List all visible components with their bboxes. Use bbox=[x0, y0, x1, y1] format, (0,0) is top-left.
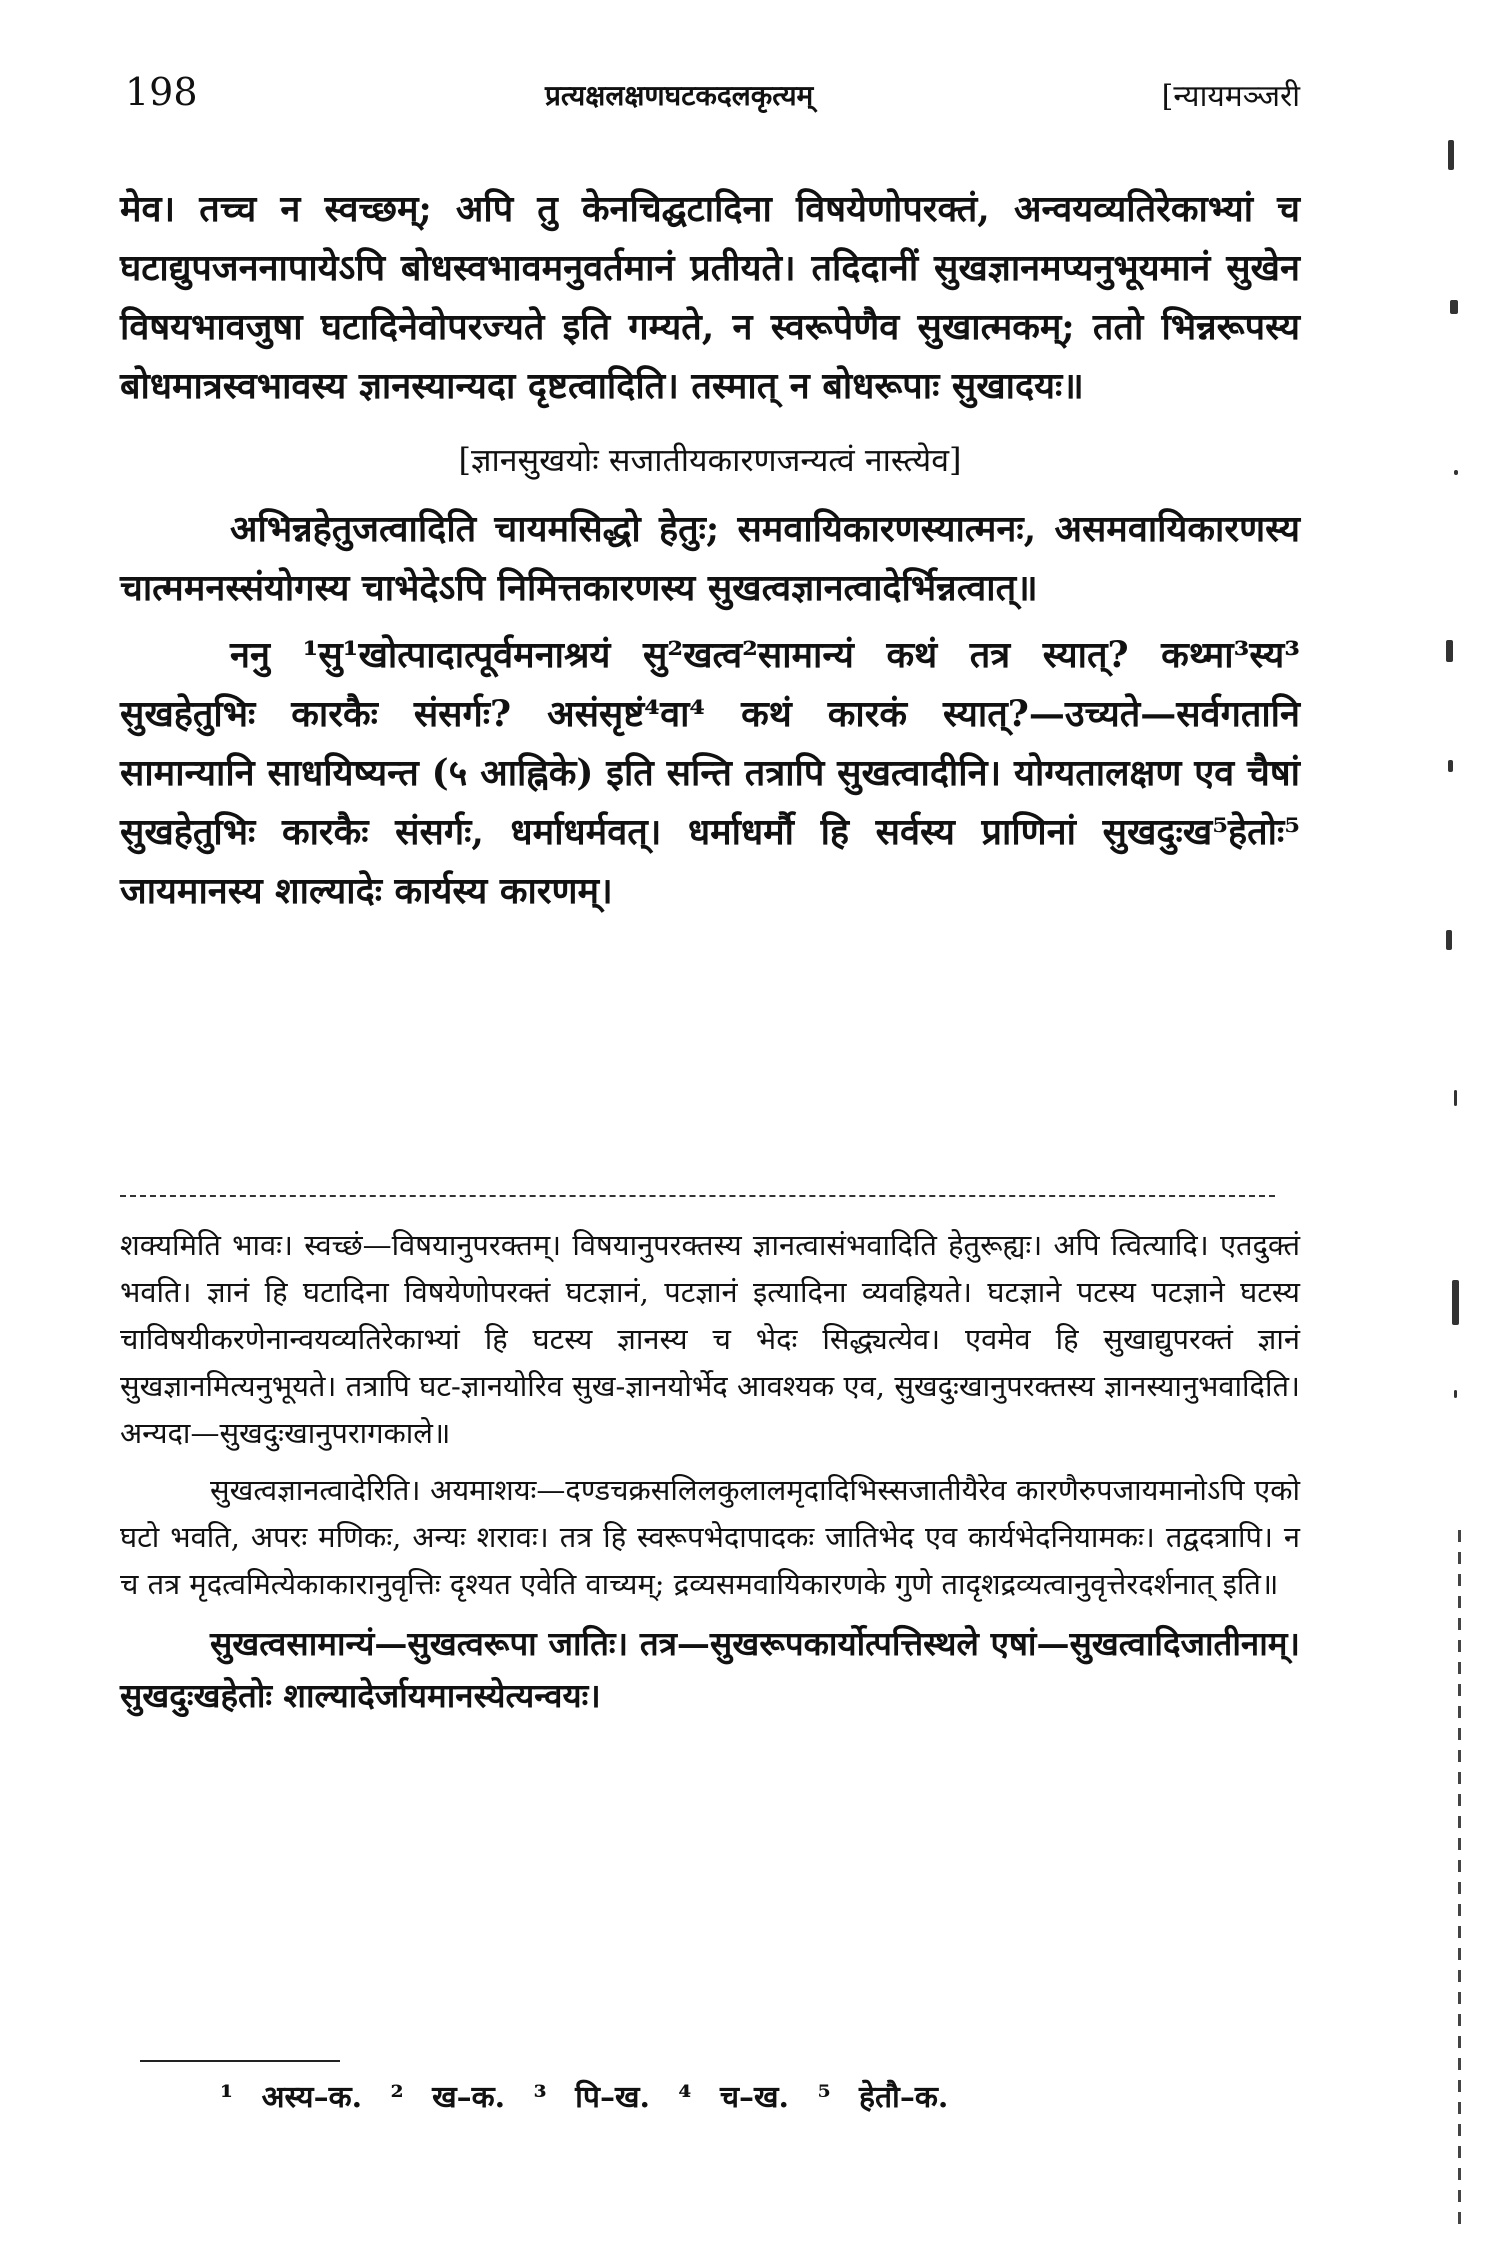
footnotes: ¹ अस्य–क. ² ख–क. ³ पि–ख. ⁴ च–ख. ⁵ हेतौ–क. bbox=[220, 2080, 949, 2115]
footnote-divider bbox=[140, 2060, 340, 2062]
main-paragraph-2: अभिन्नहेतुजत्वादिति चायमसिद्धो हेतुः; समवायिकारणस्यात्मनः, असमवायिकारणस्य चात्ममनस्संयोगस्य चाभेदेऽपि निमित्तकारणस्य सुखत्वज्ञानत्वादेर्भिन्नत्वात्॥ bbox=[120, 508, 1300, 609]
main-text bbox=[120, 180, 1300, 929]
margin-speck bbox=[1446, 640, 1453, 662]
margin-speck bbox=[1454, 1090, 1457, 1106]
margin-speck bbox=[1448, 760, 1453, 772]
commentary bbox=[120, 1222, 1300, 1732]
main-paragraph-3: ननु ¹सु¹खोत्पादात्पूर्वमनाश्रयं सु²खत्व²सामान्यं कथं तत्र स्यात्? कथ्मा³स्य³ सुखहेतुभिः कारकैः संसर्गः? असंसृष्टं⁴वा⁴ कथं कारकं स्यात्?—उच्यते—सर्वगतानि सामान्यानि साधयिष्यन्त (५ आह्निके) इति सन्ति तत्रापि सुखत्वादीनि। योग्यतालक्षण एव चैषां सुखहेतुभिः कारकैः संसर्गः, धर्माधर्मवत्। धर्माधर्मौ हि सर्वस्य प्राणिनां सुखदुःख⁵हेतोः⁵ जायमानस्य शाल्यादेः कार्यस्य कारणम्। bbox=[120, 634, 1300, 912]
commentary-divider bbox=[120, 1195, 1275, 1197]
margin-speck bbox=[1450, 300, 1458, 314]
margin-speck bbox=[1454, 470, 1458, 475]
running-head bbox=[125, 70, 1300, 130]
margin-speck bbox=[1454, 1390, 1457, 1398]
commentary-paragraph-3: सुखत्वसामान्यं—सुखत्वरूपा जातिः। तत्र—सुखरूपकार्योत्पत्तिस्थले एषां—सुखत्वादिजातीनाम्। सुखदुःखहेतोः शाल्यादेर्जायमानस्येत्यन्वयः। bbox=[120, 1624, 1300, 1715]
running-title: प्रत्यक्षलक्षणघटकदलकृत्यम् bbox=[545, 79, 814, 112]
margin-speck bbox=[1448, 140, 1454, 170]
book-title: [न्यायमञ्जरी bbox=[1161, 79, 1300, 114]
margin-speck bbox=[1446, 930, 1452, 950]
section-heading: [ज्ञानसुखयोः सजातीयकारणजन्यत्वं नास्त्येव] bbox=[458, 441, 962, 479]
page-number: 198 bbox=[125, 70, 198, 114]
commentary-paragraph-2: सुखत्वज्ञानत्वादेरिति। अयमाशयः—दण्डचक्रसलिलकुलालमृदादिभिस्सजातीयैरेव कारणैरुपजायमानोऽपि एको घटो भवति, अपरः मणिकः, अन्यः शरावः। तत्र हि स्वरूपभेदापादकः जातिभेद एव कार्यभेदनियामकः। तद्वदत्रापि। न च तत्र मृदत्वमित्येकाकारानुवृत्तिः दृश्यत एवेति वाच्यम्; द्रव्यसमवायिकारणके गुणे तादृशद्रव्यत्वानुवृत्तेरदर्शनात् इति॥ bbox=[120, 1473, 1300, 1601]
commentary-paragraph-1: शक्यमिति भावः। स्वच्छं—विषयानुपरक्तम्। विषयानुपरक्तस्य ज्ञानत्वासंभवादिति हेतुरूह्यः। अपि त्वित्यादि। एतदुक्तं भवति। ज्ञानं हि घटादिना विषयेणोपरक्तं घटज्ञानं, पटज्ञानं इत्यादिना व्यवह्रियते। घटज्ञाने पटस्य पटज्ञाने घटस्य चाविषयीकरणेनान्वयव्यतिरेकाभ्यां हि घटस्य ज्ञानस्य च भेदः सिद्ध्यत्येव। एवमेव हि सुखाद्युपरक्तं ज्ञानं सुखज्ञानमित्यनुभूयते। तत्रापि घट-ज्ञानयोरिव सुख-ज्ञानयोर्भेद आवश्यक एव, सुखदुःखानुपरक्तस्य ज्ञानस्यानुभवादिति। अन्यदा—सुखदुःखानुपरागकाले॥ bbox=[120, 1228, 1300, 1450]
main-paragraph-1: मेव। तच्च न स्वच्छम्; अपि तु केनचिद्घटादिना विषयेणोपरक्तं, अन्वयव्यतिरेकाभ्यां च घटाद्युपजननापायेऽपि बोधस्वभावमनुवर्तमानं प्रतीयते। तदिदानीं सुखज्ञानमप्यनुभूयमानं सुखेन विषयभावजुषा घटादिनेवोपरज्यते इति गम्यते, न स्वरूपेणैव सुखात्मकम्; ततो भिन्नरूपस्य बोधमात्रस्वभावस्य ज्ञानस्यान्यदा दृष्टत्वादिति। तस्मात् न बोधरूपाः सुखादयः॥ bbox=[120, 188, 1300, 407]
margin-speck bbox=[1452, 1280, 1459, 1325]
page-edge-line bbox=[1458, 1530, 1461, 2230]
